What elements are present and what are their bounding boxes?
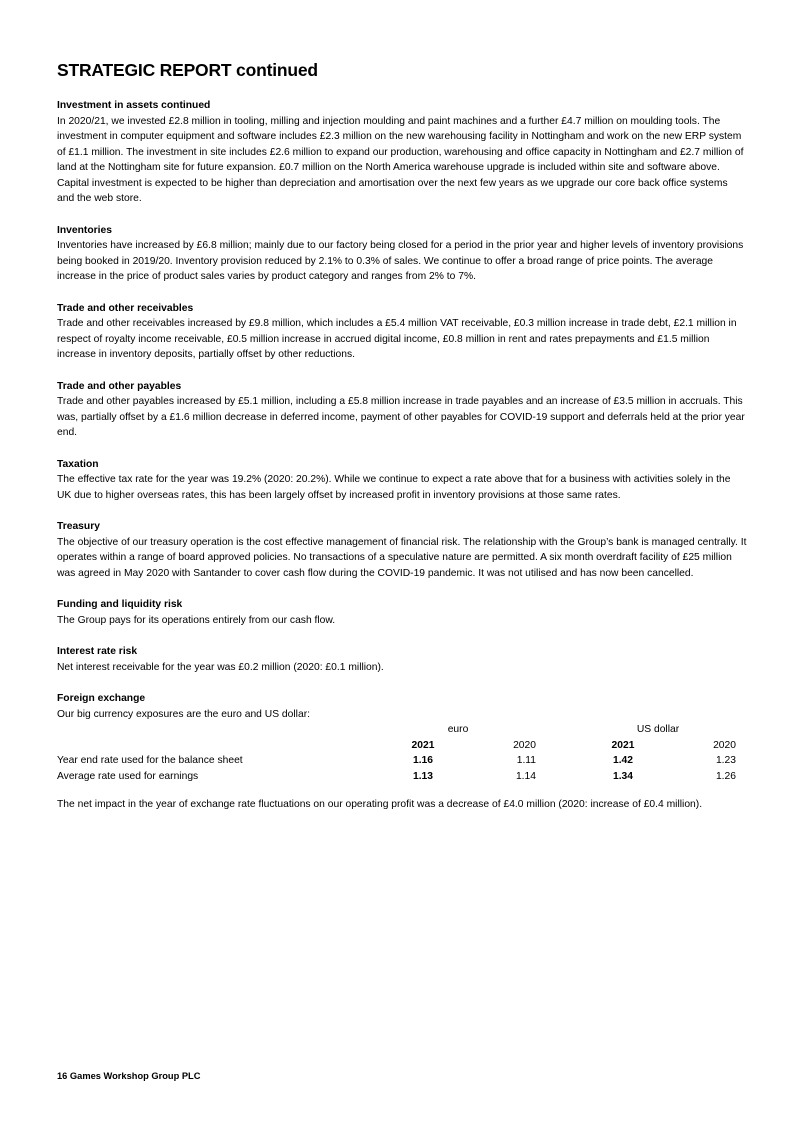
section-treasury bbox=[57, 519, 747, 581]
section-body: Net interest receivable for the year was £0.2 million (2020: £0.1 million). bbox=[57, 661, 384, 673]
section-heading: Trade and other payables bbox=[57, 380, 182, 392]
page-title: STRATEGIC REPORT continued bbox=[57, 60, 318, 80]
section-body: Trade and other receivables increased by £9.8 million, which includes a £5.4 million VAT receivable, £0.3 million increase in trade debt, £2.1 million in respect of royalty income receivable, £0.5 million increase in accrued digital income, £0.8 million in rent and rates prepayments and £1.5 million increase in inventory deposits, partially offset by other reductions. bbox=[57, 318, 737, 360]
section-heading: Taxation bbox=[57, 458, 99, 470]
section-heading: Investment in assets continued bbox=[57, 100, 211, 111]
report-page bbox=[57, 58, 747, 829]
section-heading: Treasury bbox=[57, 521, 100, 532]
value-euro-2020: 1.11 bbox=[516, 755, 536, 766]
section-trade-payables bbox=[57, 379, 747, 441]
section-conclusion: The net impact in the year of exchange rate fluctuations on our operating profit was a decrease of £4.0 million (2020: increase of £0.4 million). bbox=[57, 799, 703, 810]
value-euro-2021: 1.13 bbox=[412, 770, 434, 782]
section-funding-liquidity-risk bbox=[57, 597, 747, 628]
section-investment-in-assets bbox=[57, 98, 747, 207]
row-label-average-rate: Average rate used for earnings bbox=[57, 770, 199, 782]
value-euro-2020: 1.14 bbox=[515, 770, 536, 782]
section-body: The Group pays for its operations entirely from our cash flow. bbox=[57, 614, 336, 626]
section-taxation bbox=[57, 457, 747, 504]
section-heading: Interest rate risk bbox=[57, 646, 138, 657]
value-euro-2021: 1.16 bbox=[412, 755, 434, 766]
section-trade-receivables bbox=[57, 301, 747, 363]
value-usd-2020: 1.26 bbox=[715, 770, 736, 782]
section-interest-rate-risk bbox=[57, 644, 747, 675]
year-header-euro-2020: 2020 bbox=[513, 739, 536, 751]
value-usd-2021: 1.34 bbox=[612, 770, 634, 782]
section-heading: Foreign exchange bbox=[57, 693, 146, 704]
section-foreign-exchange bbox=[57, 691, 747, 813]
currency-header-usd: US dollar bbox=[636, 724, 680, 735]
section-inventories bbox=[57, 223, 747, 285]
currency-header-euro: euro bbox=[447, 724, 469, 735]
section-heading: Inventories bbox=[57, 224, 112, 236]
section-body: The objective of our treasury operation is the cost effective management of financial risk. The relationship with the Group’s bank is managed centrally. It operates within a range of board approved policies. No transactions of a speculative nature are permitted. A six month overdraft facility of £25 million was agreed in May 2020 with Santander to cover cash flow during the COVID-19 pandemic. It was not utilised and has now been cancelled. bbox=[57, 536, 747, 579]
year-header-usd-2020: 2020 bbox=[713, 739, 736, 751]
page-footer: 16 Games Workshop Group PLC bbox=[57, 1071, 201, 1081]
section-body: In 2020/21, we invested £2.8 million in tooling, milling and injection moulding and paint machines and a further £4.7 million on moulding tools. The investment in computer equipment and software includes £2.3 million on the new warehousing facility in Nottingham and work on the new ERP system of £1.1 million. The investment in site includes £2.6 million to expand our production, warehousing and office capacity in Nottingham and £2.7 million of land at the Nottingham site for future expansion. £0.7 million on the North America warehouse upgrade is included within site and software above. Capital investment is expected to be higher than depreciation and amortisation over the next few years as we upgrade our core back office systems and the web store. bbox=[57, 115, 744, 204]
value-usd-2021: 1.42 bbox=[612, 755, 634, 766]
year-header-usd-2021: 2021 bbox=[611, 739, 635, 751]
value-usd-2020: 1.23 bbox=[715, 755, 736, 766]
section-body: Trade and other payables increased by £5.1 million, including a £5.8 million increase in trade payables and an increase of £3.5 million in accruals. This was, partially offset by a £1.6 million decrease in deferred income, payment of other payables for COVID-19 support and deferrals held at the prior year end. bbox=[57, 396, 745, 438]
section-body: Inventories have increased by £6.8 million; mainly due to our factory being closed for a period in the prior year and higher levels of inventory provisions being booked in 2019/20. Inventory provision reduced by 2.1% to 0.3% of sales. We continue to offer a broad range of price points. The average increase in the price of product sales varies by product category and ranges from 2% to 7%. bbox=[57, 240, 744, 282]
section-heading: Funding and liquidity risk bbox=[57, 599, 183, 610]
year-header-euro-2021: 2021 bbox=[411, 739, 435, 751]
section-body: The effective tax rate for the year was 19.2% (2020: 20.2%). While we continue to expect a rate above that for a business with activities solely in the UK due to higher overseas rates, this has been largely offset by increased profit in inventory provisions at those same rates. bbox=[57, 474, 731, 501]
row-label-year-end-rate: Year end rate used for the balance sheet bbox=[57, 755, 243, 766]
section-heading: Trade and other receivables bbox=[57, 302, 194, 314]
section-intro: Our big currency exposures are the euro and US dollar: bbox=[57, 708, 310, 720]
exchange-rate-table bbox=[57, 722, 747, 784]
